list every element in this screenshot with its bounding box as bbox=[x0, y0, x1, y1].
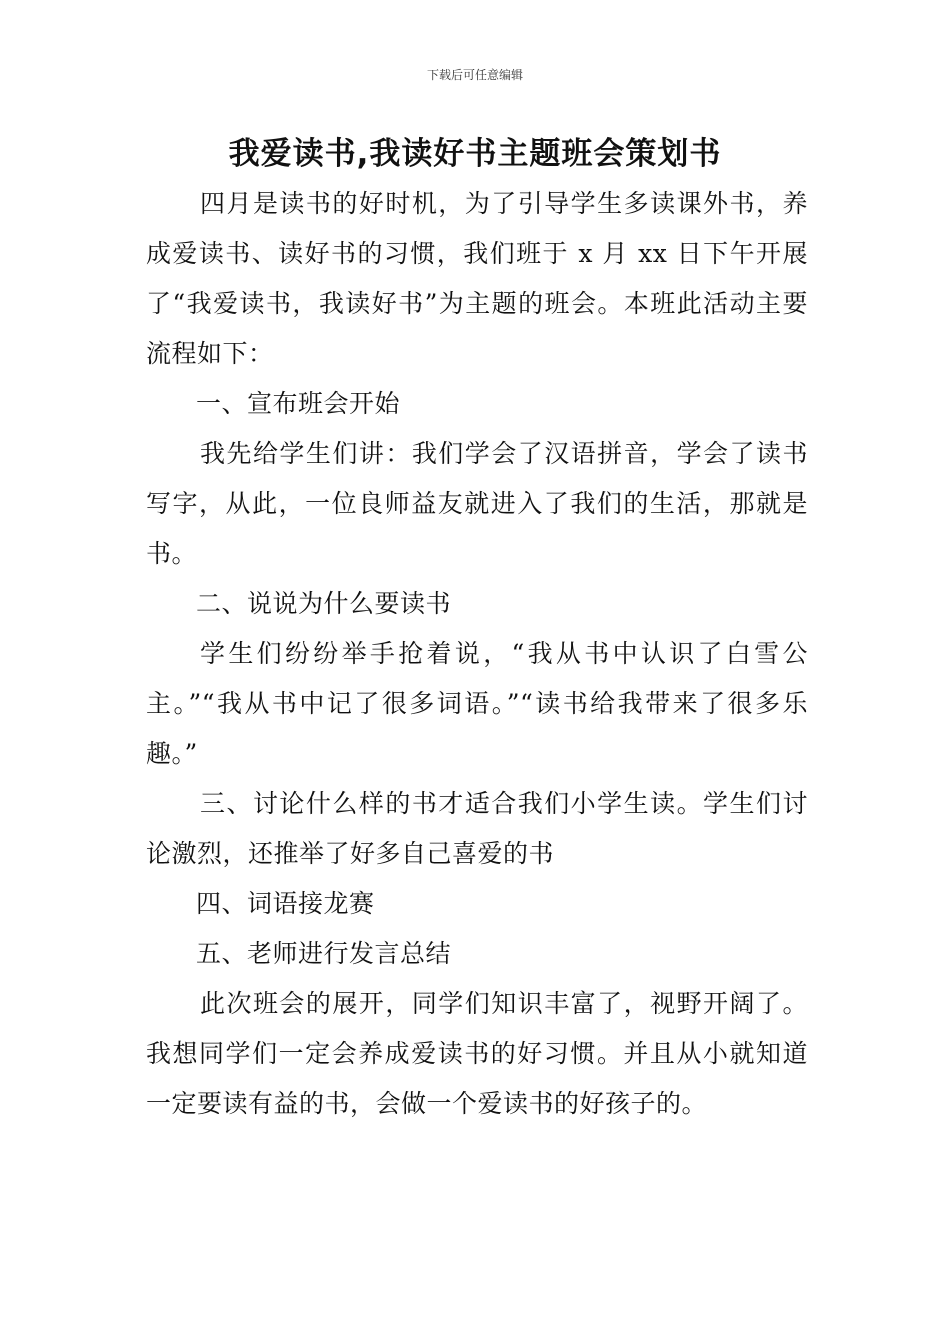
section-heading-2: 二、说说为什么要读书 bbox=[196, 589, 452, 618]
section-1-paragraph: 我先给学生们讲：我们学会了汉语拼音，学会了读书写字，从此，一位良师益友就进入了我们的生活，那就是书。 bbox=[146, 439, 808, 568]
conclusion-paragraph: 此次班会的展开，同学们知识丰富了，视野开阔了。我想同学们一定会养成爱读书的好习惯。并且从小就知道一定要读有益的书，会做一个爱读书的好孩子的。 bbox=[146, 989, 808, 1118]
section-heading-1: 一、宣布班会开始 bbox=[196, 389, 401, 418]
document-body bbox=[146, 179, 808, 1129]
document-title: 我爱读书,我读好书主题班会策划书 bbox=[228, 136, 722, 172]
section-heading-4: 四、词语接龙赛 bbox=[196, 889, 375, 918]
section-2-paragraph: 学生们纷纷举手抢着说，“我从书中认识了白雪公主。”“我从书中记了很多词语。”“读书给我带来了很多乐趣。” bbox=[146, 639, 808, 768]
header-note: 下载后可任意编辑 bbox=[426, 68, 523, 82]
intro-paragraph: 四月是读书的好时机，为了引导学生多读课外书，养成爱读书、读好书的习惯，我们班于 x 月 xx 日下午开展了“我爱读书，我读好书”为主题的班会。本班此活动主要流程如下： bbox=[146, 189, 808, 368]
section-3-paragraph: 三、讨论什么样的书才适合我们小学生读。学生们讨论激烈，还推举了好多自己喜爱的书 bbox=[146, 789, 808, 868]
section-heading-5: 五、老师进行发言总结 bbox=[196, 939, 452, 968]
